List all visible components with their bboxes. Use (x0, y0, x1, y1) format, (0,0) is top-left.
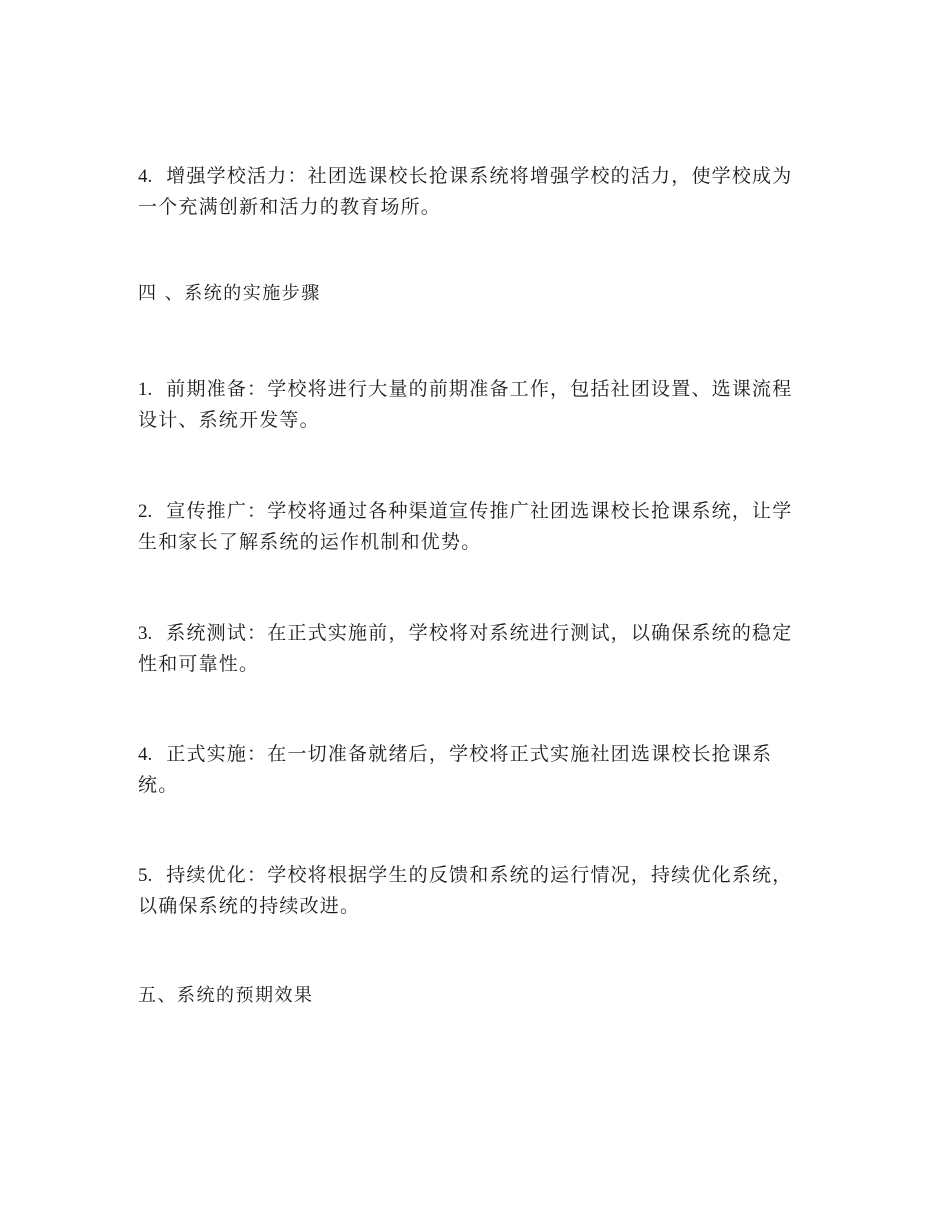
paragraph-text: 持续优化：学校将根据学生的反馈和系统的运行情况，持续优化系统，以确保系统的持续改进。 (138, 864, 793, 917)
list-number: 1. (138, 379, 153, 400)
paragraph-text: 正式实施：在一切准备就绪后，学校将正式实施社团选课校长抢课系统。 (138, 743, 773, 796)
paragraph-formal-implementation (138, 739, 810, 801)
paragraph-text: 前期准备：学校将进行大量的前期准备工作，包括社团设置、选课流程设计、系统开发等。 (138, 378, 793, 431)
section-heading-expected-effects: 五、系统的预期效果 (138, 985, 314, 1006)
list-number: 3. (138, 623, 153, 644)
list-number: 4. (138, 744, 153, 765)
paragraph-text: 宣传推广：学校将通过各种渠道宣传推广社团选课校长抢课系统，让学生和家长了解系统的运作机制和优势。 (138, 500, 793, 553)
list-number: 5. (138, 865, 153, 886)
list-number: 4. (138, 166, 153, 187)
paragraph-promotion (138, 496, 810, 558)
paragraph-preparation (138, 374, 810, 436)
paragraph-text: 增强学校活力：社团选课校长抢课系统将增强学校的活力，使学校成为一个充满创新和活力的教育场所。 (138, 165, 793, 218)
paragraph-enhance-school-vitality (138, 161, 810, 223)
list-number: 2. (138, 501, 153, 522)
paragraph-text: 系统测试：在正式实施前，学校将对系统进行测试，以确保系统的稳定性和可靠性。 (138, 622, 793, 675)
paragraph-continuous-optimization (138, 860, 810, 922)
paragraph-system-testing (138, 618, 810, 680)
section-heading-implementation-steps: 四 、系统的实施步骤 (138, 283, 321, 304)
